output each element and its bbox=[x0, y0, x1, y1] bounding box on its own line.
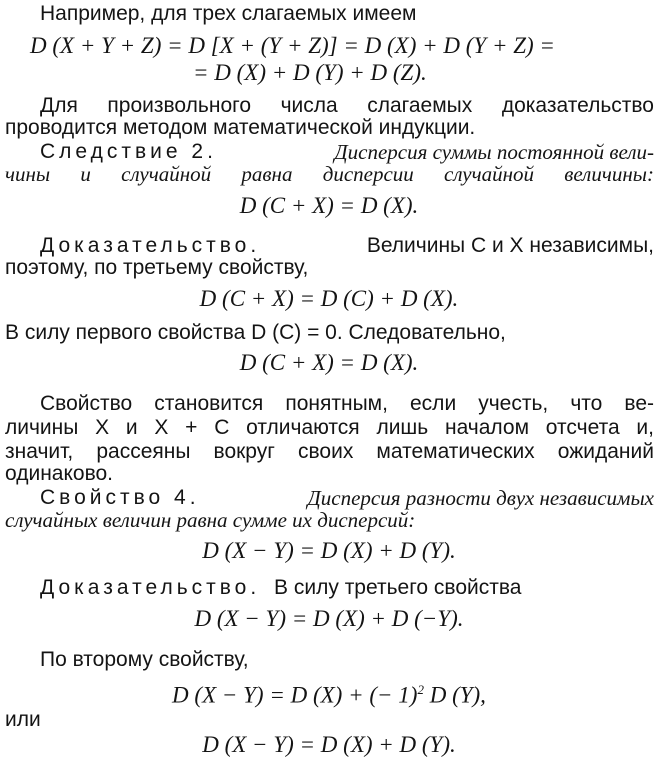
text-line: поэтому, по третьему свойству, bbox=[5, 256, 309, 279]
proof-line bbox=[40, 576, 521, 600]
text-line: значит, рассеяны вокруг своих математических ожиданий bbox=[5, 440, 654, 463]
text-line: или bbox=[5, 708, 41, 731]
equation-line: D (X − Y) = D (X) + D (−Y). bbox=[194, 606, 464, 631]
corollary-label: Следствие 2. bbox=[40, 140, 217, 163]
property-text: случайных величин равна сумме их дисперсий: bbox=[5, 508, 416, 532]
text-line: В силу первого свойства D (C) = 0. Следовательно, bbox=[5, 321, 506, 344]
proof-line bbox=[40, 234, 654, 258]
proof-text: Величины C и X независимы, bbox=[366, 234, 654, 257]
corollary-text: чины и случайной равна дисперсии случайной величины: bbox=[5, 162, 654, 186]
proof-label: Доказательство. bbox=[40, 576, 261, 599]
equation-line: D (C + X) = D (X). bbox=[239, 193, 419, 218]
equation-line: D (X + Y + Z) = D [X + (Y + Z)] = D (X) + D (Y + Z) = bbox=[30, 33, 555, 58]
equation-part: D (Y), bbox=[423, 682, 486, 708]
corollary-line bbox=[40, 140, 654, 164]
property-text: Дисперсия разности двух независимых bbox=[307, 486, 654, 510]
equation-line: D (C + X) = D (X). bbox=[239, 350, 419, 375]
text-line: личины X и X + C отличаются лишь началом отсчета и, bbox=[5, 416, 654, 439]
text-line: Например, для трех слагаемых имеем bbox=[40, 2, 417, 25]
equation-line: D (X − Y) = D (X) + D (Y). bbox=[202, 732, 456, 757]
text-line: По второму свойству, bbox=[40, 648, 249, 671]
text-line: Свойство становится понятным, если учесть, что ве- bbox=[40, 392, 654, 415]
property-label: Свойство 4. bbox=[40, 486, 200, 509]
proof-label: Доказательство. bbox=[40, 234, 261, 257]
text-line: одинаково. bbox=[5, 462, 114, 485]
equation-line: = D (X) + D (Y) + D (Z). bbox=[193, 60, 427, 85]
proof-text: В силу третьего свойства bbox=[274, 576, 522, 599]
equation-line bbox=[0, 677, 658, 709]
property-line bbox=[40, 486, 654, 510]
equation-line: D (C + X) = D (C) + D (X). bbox=[199, 286, 459, 311]
equation-line: D (X − Y) = D (X) + D (Y). bbox=[202, 538, 456, 563]
text-line: Для произвольного числа слагаемых доказательство bbox=[40, 94, 654, 117]
corollary-text: Дисперсия суммы постоянной вели- bbox=[334, 140, 654, 164]
exponent: 2 bbox=[417, 682, 424, 697]
text-line: проводится методом математической индукции. bbox=[5, 116, 476, 139]
equation-part: D (X − Y) = D (X) + (− 1) bbox=[172, 682, 418, 708]
